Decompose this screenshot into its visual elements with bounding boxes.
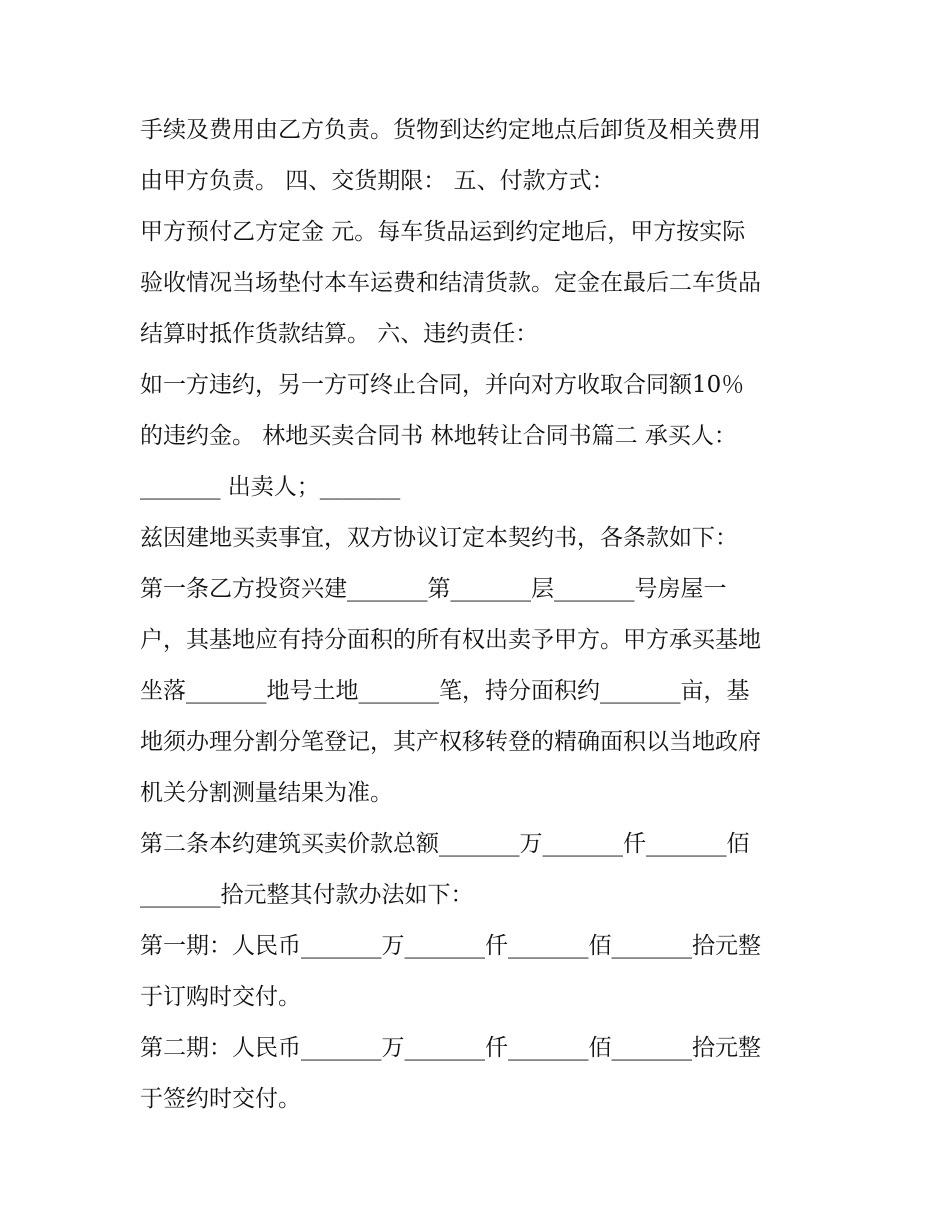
text-line: 于订购时交付。 [140, 984, 301, 1010]
contract-body-text [140, 108, 820, 1128]
text-line: 甲方预付乙方定金 元。每车货品运到约定地后，甲方按实际 [140, 219, 746, 245]
text-line: 地须办理分割分笔登记，其产权移转登的精确面积以当地政府 [140, 729, 761, 755]
text-line: 第一期：人民币_______万_______仟_______佰_______拾元整 [140, 933, 761, 959]
text-line: 如一方违约，另一方可终止合同，并向对方收取合同额10％ [140, 372, 745, 398]
text-line: 户，其基地应有持分面积的所有权出卖予甲方。甲方承买基地 [140, 627, 761, 653]
text-line: _______ 出卖人；_______ [140, 474, 401, 500]
text-line: 第二条本约建筑买卖价款总额_______万_______仟_______佰 [140, 831, 750, 857]
text-line: 的违约金。 林地买卖合同书 林地转让合同书篇二 承买人： [140, 423, 737, 449]
text-line: _______拾元整其付款办法如下： [140, 882, 474, 908]
text-line: 由甲方负责。 四、交货期限： 五、付款方式： [140, 168, 615, 194]
text-line: 手续及费用由乙方负责。货物到达约定地点后卸货及相关费用 [140, 117, 761, 143]
text-line: 结算时抵作货款结算。 六、违约责任： [140, 321, 539, 347]
text-line: 第二期：人民币_______万_______仟_______佰_______拾元整 [140, 1035, 761, 1061]
text-line: 验收情况当场垫付本车运费和结清货款。定金在最后二车货品 [140, 270, 761, 296]
text-line: 坐落_______地号土地_______笔，持分面积约_______亩，基 [140, 678, 750, 704]
text-line: 兹因建地买卖事宜，双方协议订定本契约书，各条款如下： [140, 525, 738, 551]
text-line: 于签约时交付。 [140, 1086, 301, 1112]
text-line: 机关分割测量结果为准。 [140, 780, 393, 806]
text-line: 第一条乙方投资兴建_______第_______层_______号房屋一 [140, 576, 727, 602]
